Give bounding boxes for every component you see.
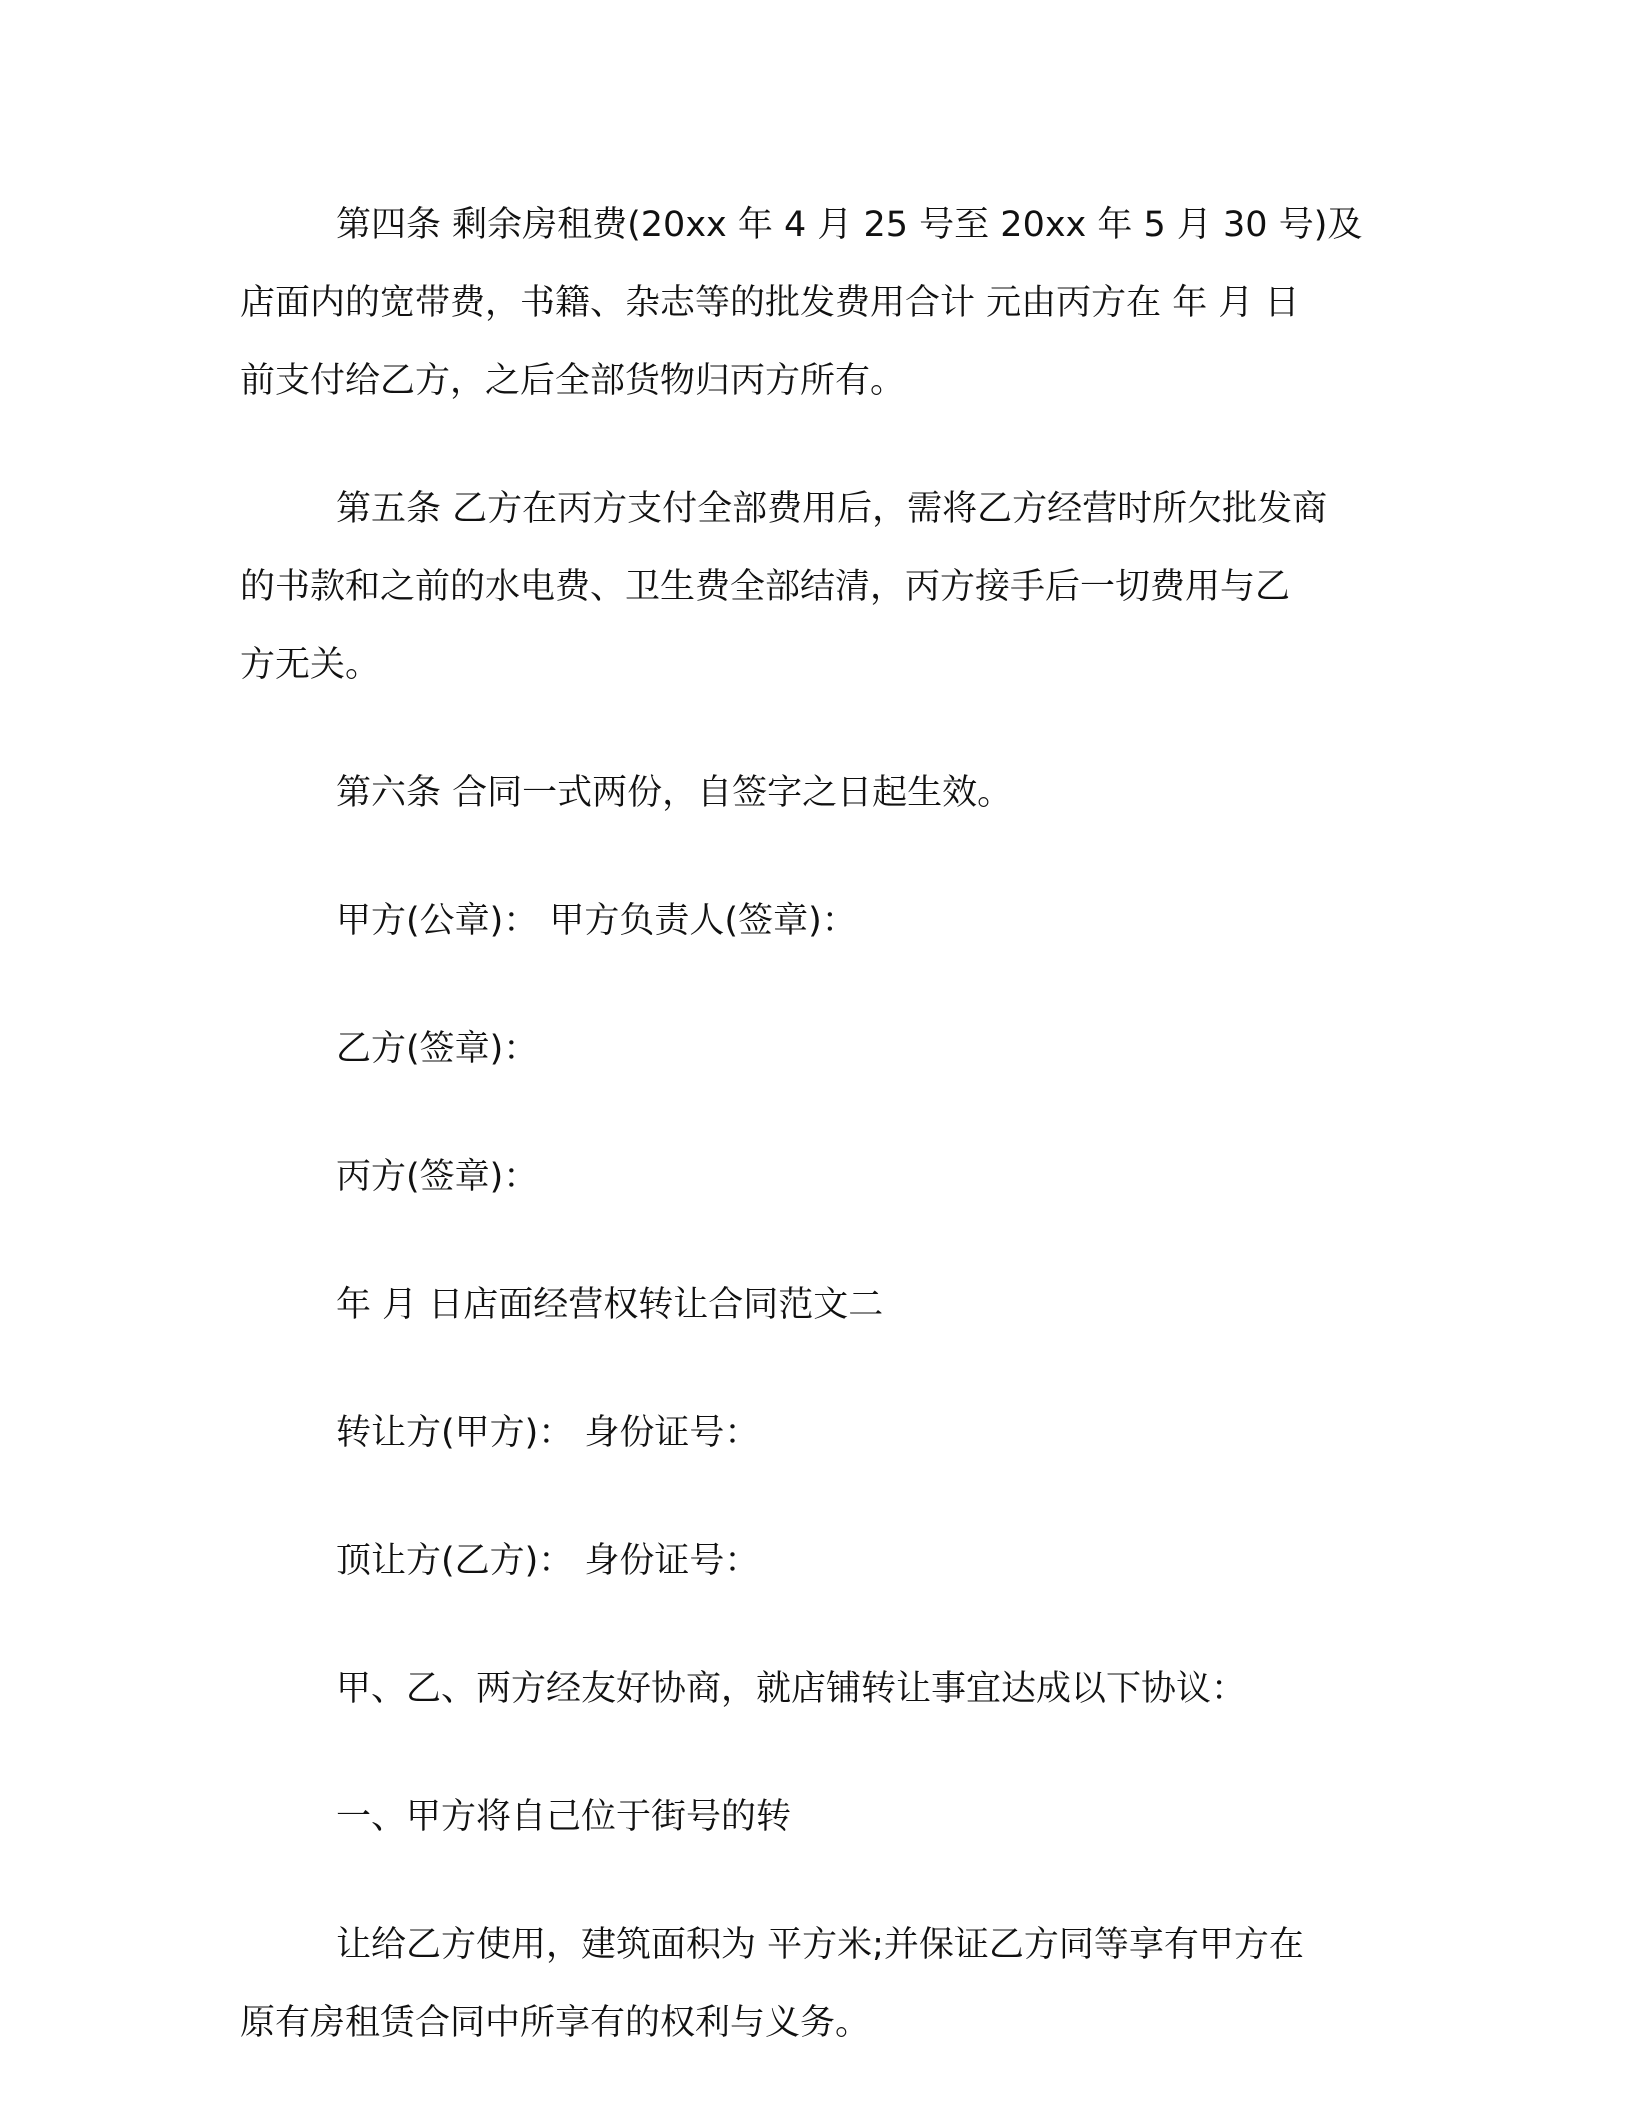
clause-5-line-1: 第五条 乙方在丙方支付全部费用后，需将乙方经营时所欠批发商 <box>336 489 1328 529</box>
party-c-signature-text: 丙方(签章)： <box>336 1157 539 1197</box>
article-1-heading-text: 一、甲方将自己位于街号的转 <box>336 1797 792 1837</box>
article-1-body-line-1: 让给乙方使用，建筑面积为 平方米;并保证乙方同等享有甲方在 <box>336 1925 1304 1965</box>
party-c-signature-line <box>240 1138 1390 1216</box>
party-a-signature-line <box>240 882 1390 960</box>
party-b-signature-line <box>240 1010 1390 1088</box>
agreement-intro-text: 甲、乙、两方经友好协商，就店铺转让事宜达成以下协议： <box>336 1669 1247 1709</box>
clause-4 <box>240 186 1390 420</box>
clause-6 <box>240 754 1390 832</box>
date-and-title-line <box>240 1266 1390 1344</box>
clause-4-line-1: 第四条 剩余房租费(20xx 年 4 月 25 号至 20xx 年 5 月 30 号)及 <box>336 205 1363 245</box>
clause-4-line-2: 店面内的宽带费，书籍、杂志等的批发费用合计 元由丙方在 年 月 日 <box>240 283 1300 323</box>
clause-5-line-3: 方无关。 <box>240 645 381 685</box>
party-a-signature-text: 甲方(公章)： 甲方负责人(签章)： <box>336 901 857 941</box>
document-body <box>240 186 1390 2112</box>
transferor-line <box>240 1394 1390 1472</box>
party-b-signature-text: 乙方(签章)： <box>336 1029 539 1069</box>
transferee-line <box>240 1522 1390 1600</box>
agreement-intro <box>240 1650 1390 1728</box>
article-1-body-line-2: 原有房租赁合同中所享有的权利与义务。 <box>240 2003 871 2043</box>
clause-4-line-3: 前支付给乙方，之后全部货物归丙方所有。 <box>240 361 906 401</box>
clause-5-line-2: 的书款和之前的水电费、卫生费全部结清，丙方接手后一切费用与乙 <box>240 567 1291 607</box>
article-1-heading <box>240 1778 1390 1856</box>
article-1-body <box>240 1906 1390 2062</box>
clause-5 <box>240 470 1390 704</box>
transferor-text: 转让方(甲方)： 身份证号： <box>336 1413 760 1453</box>
date-and-title-text: 年 月 日店面经营权转让合同范文二 <box>336 1285 884 1325</box>
transferee-text: 顶让方(乙方)： 身份证号： <box>336 1541 760 1581</box>
clause-6-line-1: 第六条 合同一式两份，自签字之日起生效。 <box>336 773 1013 813</box>
